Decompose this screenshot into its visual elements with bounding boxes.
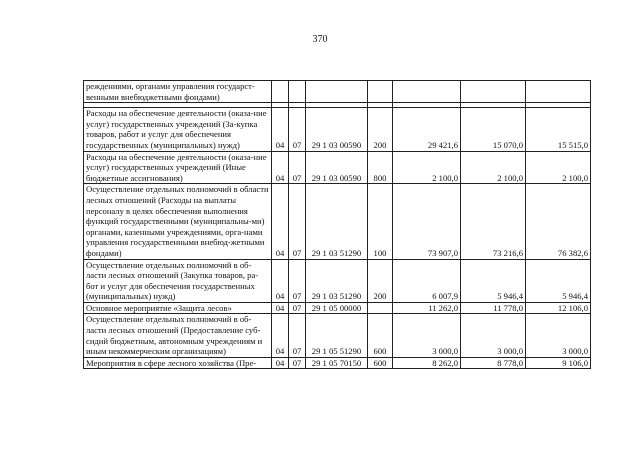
section-code-cell: 04 [272,108,289,151]
expense-type-cell [368,302,393,314]
expense-type-cell: 100 [368,184,393,259]
subsection-code-cell: 07 [289,314,306,357]
amount-year-1-cell [393,81,461,103]
amount-year-1-cell: 6 007,9 [393,259,461,302]
amount-year-1-cell: 2 100,0 [393,151,461,184]
subsection-code-cell: 07 [289,184,306,259]
amount-year-3-cell: 12 106,0 [526,302,591,314]
amount-year-2-cell: 5 946,4 [461,259,526,302]
target-article-cell: 29 1 05 70150 [306,357,368,369]
amount-year-2-cell: 11 778,0 [461,302,526,314]
section-code-cell: 04 [272,314,289,357]
target-article-cell: 29 1 03 00590 [306,151,368,184]
row-name-cell: реждениями, органами управления государст-венными внебюджетными фондами) [84,81,272,103]
row-name-cell: Осуществление отдельных полномочий в области лесных отношений (Расходы на выплаты персоналу в целях обеспечения выполнения функций государственными (муниципальны-ми) органами, казенными учреждениями, орга-нами управления государственными внебюд-жетными фондами) [84,184,272,259]
budget-table [83,80,591,369]
amount-year-2-cell: 15 070,0 [461,108,526,151]
expense-type-cell: 600 [368,314,393,357]
table-row [84,302,591,314]
amount-year-3-cell: 3 000,0 [526,314,591,357]
table-row [84,357,591,369]
subsection-code-cell: 07 [289,302,306,314]
target-article-cell: 29 1 05 51290 [306,314,368,357]
page-number: 370 [312,34,328,45]
table-row [84,314,591,357]
section-code-cell: 04 [272,302,289,314]
table-row [84,81,591,103]
amount-year-1-cell: 8 262,0 [393,357,461,369]
amount-year-3-cell: 2 100,0 [526,151,591,184]
subsection-code-cell [289,81,306,103]
table-row [84,108,591,151]
amount-year-3-cell [526,81,591,103]
target-article-cell: 29 1 03 00590 [306,108,368,151]
expense-type-cell: 600 [368,357,393,369]
amount-year-1-cell: 73 907,0 [393,184,461,259]
amount-year-2-cell: 2 100,0 [461,151,526,184]
amount-year-3-cell: 76 382,6 [526,184,591,259]
section-code-cell [272,81,289,103]
expense-type-cell [368,81,393,103]
subsection-code-cell: 07 [289,108,306,151]
section-code-cell: 04 [272,357,289,369]
target-article-cell: 29 1 05 00000 [306,302,368,314]
row-name-cell: Расходы на обеспечение деятельности (оказа-ние услуг) государственных учреждений (Иные бюджетные ассигнования) [84,151,272,184]
amount-year-3-cell: 9 106,0 [526,357,591,369]
target-article-cell [306,81,368,103]
amount-year-3-cell: 5 946,4 [526,259,591,302]
amount-year-1-cell: 29 421,6 [393,108,461,151]
section-code-cell: 04 [272,259,289,302]
target-article-cell: 29 1 03 51290 [306,184,368,259]
amount-year-2-cell: 8 778,0 [461,357,526,369]
section-code-cell: 04 [272,184,289,259]
amount-year-2-cell [461,81,526,103]
table-row [84,151,591,184]
subsection-code-cell: 07 [289,357,306,369]
subsection-code-cell: 07 [289,151,306,184]
row-name-cell: Основное мероприятие «Защита лесов» [84,302,272,314]
subsection-code-cell: 07 [289,259,306,302]
row-name-cell: Мероприятия в сфере лесного хозяйства (Пре- [84,357,272,369]
target-article-cell: 29 1 03 51290 [306,259,368,302]
table-row [84,259,591,302]
expense-type-cell: 200 [368,108,393,151]
table-row [84,184,591,259]
expense-type-cell: 800 [368,151,393,184]
row-name-cell: Осуществление отдельных полномочий в об-ласти лесных отношений (Закупка товаров, ра-бот и услуг для обеспечения государственных (муниципальных) нужд) [84,259,272,302]
amount-year-1-cell: 3 000,0 [393,314,461,357]
amount-year-2-cell: 73 216,6 [461,184,526,259]
section-code-cell: 04 [272,151,289,184]
expense-type-cell: 200 [368,259,393,302]
row-name-cell: Осуществление отдельных полномочий в об-ласти лесных отношений (Предоставление суб-сидий бюджетным, автономным учреждениям и иным некоммерческим организациям) [84,314,272,357]
amount-year-3-cell: 15 515,0 [526,108,591,151]
amount-year-1-cell: 11 262,0 [393,302,461,314]
row-name-cell: Расходы на обеспечение деятельности (оказа-ние услуг) государственных учреждений (За-купка товаров, работ и услуг для обеспечения государственных (муниципальных) нужд) [84,108,272,151]
amount-year-2-cell: 3 000,0 [461,314,526,357]
